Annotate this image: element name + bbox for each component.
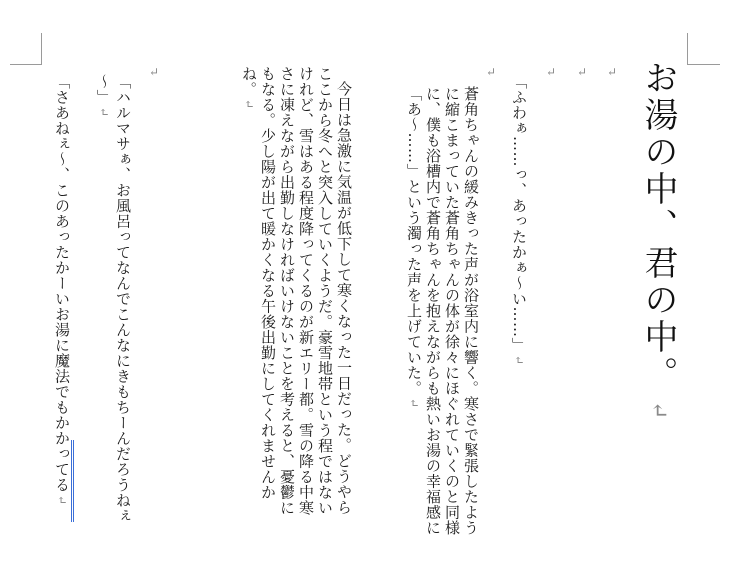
paragraph-text[interactable]: 蒼角ちゃんの緩みきった声が浴室内に響く。寒さで緊張したように縮こまっていた蒼角ちゃんの体が徐々にほぐれていくのと同様に、僕も浴槽内で蒼角ちゃんを抱えながらも熱いお湯の幸福感に「あ～……」という濁った声を上げていた。: [405, 86, 480, 536]
paragraph-text[interactable]: 今日は急激に気温が低下して寒くなった一日だった。どうやらここから冬へと突入していくようだ。豪雪地帯という程ではないけれど、雪はある程度降ってくるのが新エリー都。雪の降る中寒さに凍えながら出勤しなければいけないことを考えると、憂鬱にもなる。少し陽が出て暖かくなる午後出勤にしてくれませんかね。: [240, 66, 353, 516]
paragraph-mark-icon: ↵: [55, 494, 69, 506]
paragraph-mark-icon: ↵: [512, 355, 526, 366]
paragraph-mark-icon: ↵: [149, 65, 160, 79]
paragraph-5[interactable]: [52, 74, 71, 534]
title-text[interactable]: お湯の中、君の中。: [638, 60, 678, 393]
paragraph-2[interactable]: [358, 86, 480, 536]
paragraph-text[interactable]: 「ふわぁ……っ、あったかぁ～い……」: [510, 74, 528, 353]
paragraph-mark-icon: ↵: [242, 99, 256, 110]
paragraph-mark-icon: ↵: [607, 65, 618, 79]
paragraph-mark-icon: ↵: [407, 398, 421, 409]
paragraph-text[interactable]: 「ハルマサぁ、お風呂ってなんでこんなにきもちーんだろうねぇ～」: [95, 74, 132, 524]
crop-mark-top-left: [41, 33, 42, 65]
paragraph-mark-icon: ↵: [546, 65, 557, 79]
paragraph-text[interactable]: 「さあねぇ～、このあったかーいお湯に魔法でもかかってる: [53, 74, 71, 493]
paragraph-mark-icon: ↵: [97, 107, 111, 118]
paragraph-mark-icon: ↵: [486, 65, 497, 79]
paragraph-4[interactable]: [82, 74, 132, 529]
crop-mark-top-right: [687, 33, 688, 65]
crop-mark-top-left: [10, 64, 42, 65]
document-title[interactable]: [638, 60, 678, 422]
paragraph-3[interactable]: [175, 66, 353, 530]
paragraph-1[interactable]: [509, 74, 528, 394]
paragraph-mark-icon: ↵: [646, 401, 671, 423]
text-cursor: [71, 440, 74, 522]
paragraph-mark-icon: ↵: [577, 65, 588, 79]
crop-mark-top-right: [688, 64, 720, 65]
